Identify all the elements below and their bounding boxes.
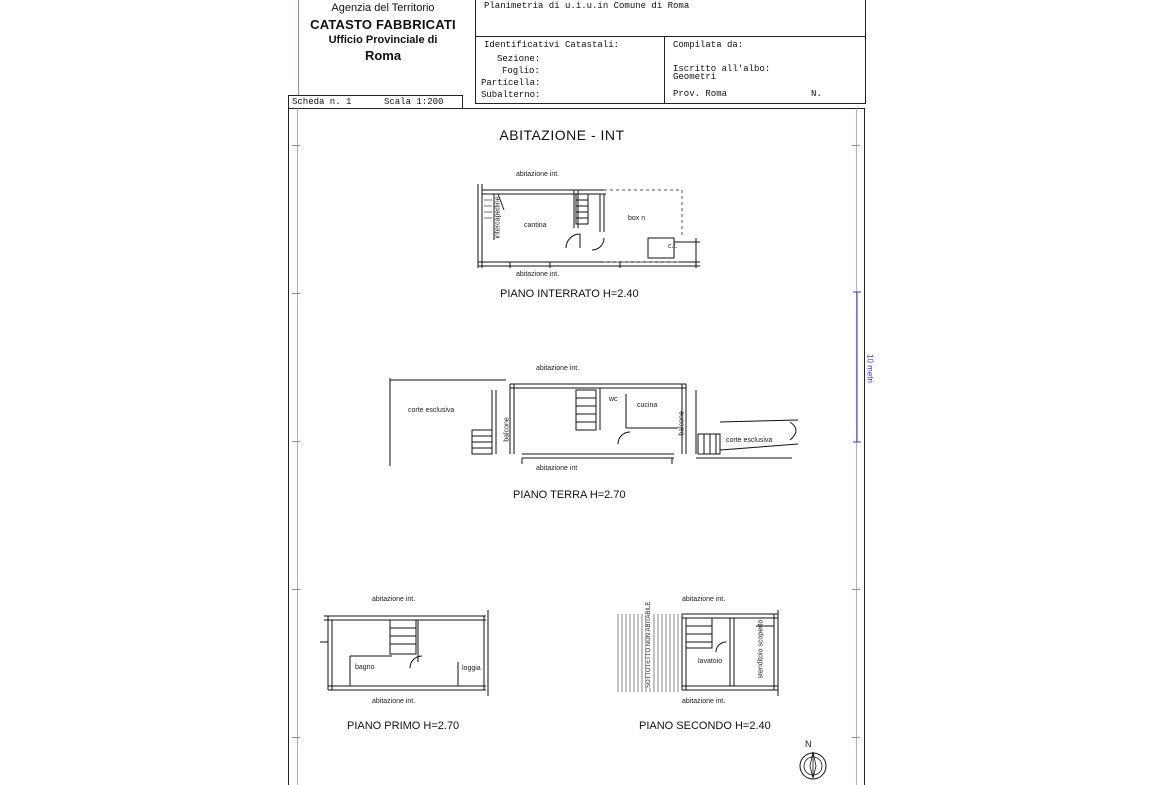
primo-top-label: abitazione int. (372, 596, 416, 603)
scale-label: 10 metri (865, 354, 875, 383)
tick (292, 737, 300, 738)
primo-bottom-label: abitazione int. (372, 698, 416, 705)
prov-label: Prov. Roma (673, 89, 728, 99)
primo-title: PIANO PRIMO H=2.70 (347, 720, 460, 732)
ufficio-label: Ufficio Provinciale di (328, 34, 438, 46)
identificativi-label: Identificativi Catastali: (484, 40, 620, 50)
catasto-title: CATASTO FABBRICATI (310, 17, 456, 32)
cantina-label: cantina (524, 222, 547, 229)
frame-top (462, 108, 865, 109)
subalterno-label: Subalterno: (481, 90, 541, 100)
scala-label: Scala 1:200 (384, 97, 444, 107)
terra-plan (386, 374, 810, 468)
agency-name: Agenzia del Territorio (331, 2, 435, 14)
secondo-bottom-label: abitazione int. (682, 698, 726, 705)
interrato-top-label: abitazione int. (516, 171, 560, 178)
secondo-top-label: abitazione int. (682, 596, 726, 603)
header-guide-left (298, 0, 299, 96)
inner-guide-left (297, 108, 298, 785)
particella-label: Particella: (481, 78, 541, 88)
frame-left (288, 108, 289, 785)
wc-label: wc (609, 396, 618, 403)
terra-top-label: abitazione int. (536, 365, 580, 372)
numero-label: N. (811, 89, 822, 99)
tick (852, 145, 860, 146)
tick (852, 589, 860, 590)
sezione-label: Sezione: (497, 54, 541, 64)
terra-title: PIANO TERRA H=2.70 (513, 489, 626, 501)
planimetria-text: Planimetria di u.i.u.in Comune di Roma (484, 1, 690, 11)
north-label: N (805, 739, 812, 749)
corte-left-label: corte esclusiva (408, 407, 455, 414)
terra-bottom-label: abitazione int (536, 465, 578, 472)
sottotetto-label: SOTTOTETTO NON ABITABILE (646, 601, 652, 688)
compilata-label: Compilata da: (673, 40, 744, 50)
corte-right-label: corte esclusiva (726, 437, 773, 444)
compilata-box (664, 36, 866, 104)
balcone-right-label: balcone (678, 411, 686, 436)
balcone-left-label: balcone (503, 417, 511, 442)
primo-plan (320, 606, 492, 698)
tick (292, 441, 300, 442)
tick (852, 737, 860, 738)
main-title: ABITAZIONE - INT (499, 127, 625, 143)
secondo-title: PIANO SECONDO H=2.40 (639, 720, 771, 732)
lavatoio-label: lavatoio (698, 658, 723, 665)
box-label: box n (628, 215, 646, 222)
interrato-plan (470, 180, 710, 272)
tick (292, 293, 300, 294)
north-arrow-icon (796, 750, 830, 782)
tick (292, 145, 300, 146)
agency-block (298, 0, 468, 63)
intercapedine-label: intercapedine (494, 196, 502, 239)
city-label: Roma (364, 48, 402, 63)
bagno-label: bagno (355, 664, 375, 671)
interrato-title: PIANO INTERRATO H=2.40 (500, 288, 639, 300)
cucina-label: cucina (637, 402, 658, 409)
stenditoio-label: stenditoio scoperto (757, 619, 765, 679)
interrato-bottom-label: abitazione int. (516, 271, 560, 278)
planimetria-box (475, 0, 866, 37)
scheda-box (288, 95, 463, 109)
tick (292, 589, 300, 590)
geometri-label: Geometri (673, 72, 717, 82)
loggia-label: loggia (462, 665, 481, 672)
foglio-label: Foglio: (502, 66, 540, 76)
ct-label: c.t. (668, 243, 678, 250)
iscritto-label: Iscritto all'albo: (673, 64, 771, 74)
scheda-label: Scheda n. 1 (292, 97, 352, 107)
identificativi-box (475, 36, 665, 104)
